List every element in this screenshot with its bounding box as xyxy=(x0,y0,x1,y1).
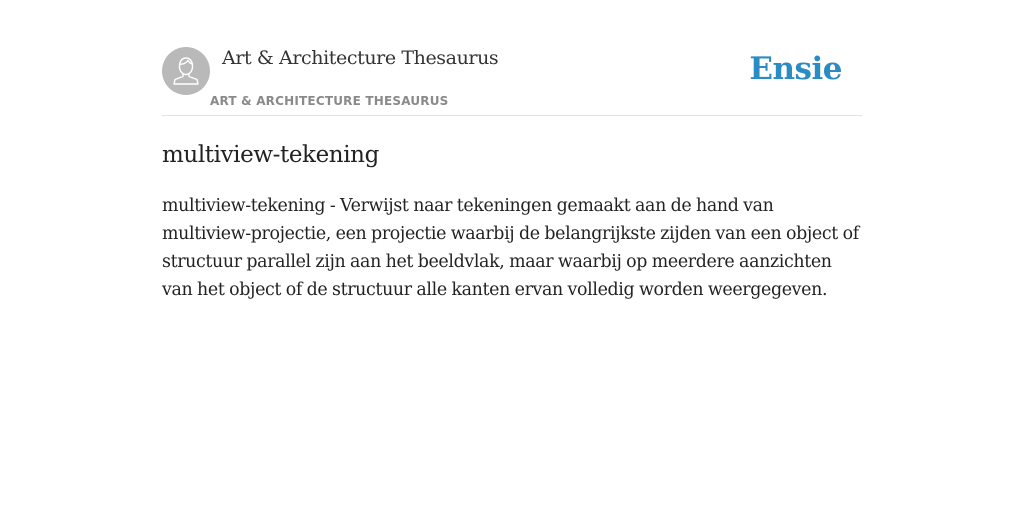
page-title: multiview-tekening xyxy=(162,142,379,168)
brand-logo[interactable]: Ensie xyxy=(749,51,842,87)
definition-text: multiview-tekening - Verwijst naar tekeningen gemaakt aan de hand van multiview-projectie, een projectie waarbij de belangrijkste zijden van een object of structuur parallel zijn aan het beeldvlak, maar waarbij op meerdere aanzichten van het object of de structuur alle kanten ervan volledig worden weergegeven. xyxy=(162,196,859,300)
page-content xyxy=(162,0,862,512)
source-label[interactable]: ART & ARCHITECTURE THESAURUS xyxy=(210,94,449,108)
entry-header xyxy=(162,0,862,116)
user-icon xyxy=(162,47,210,95)
author-name[interactable]: Art & Architecture Thesaurus xyxy=(222,47,499,69)
avatar[interactable] xyxy=(162,47,210,95)
